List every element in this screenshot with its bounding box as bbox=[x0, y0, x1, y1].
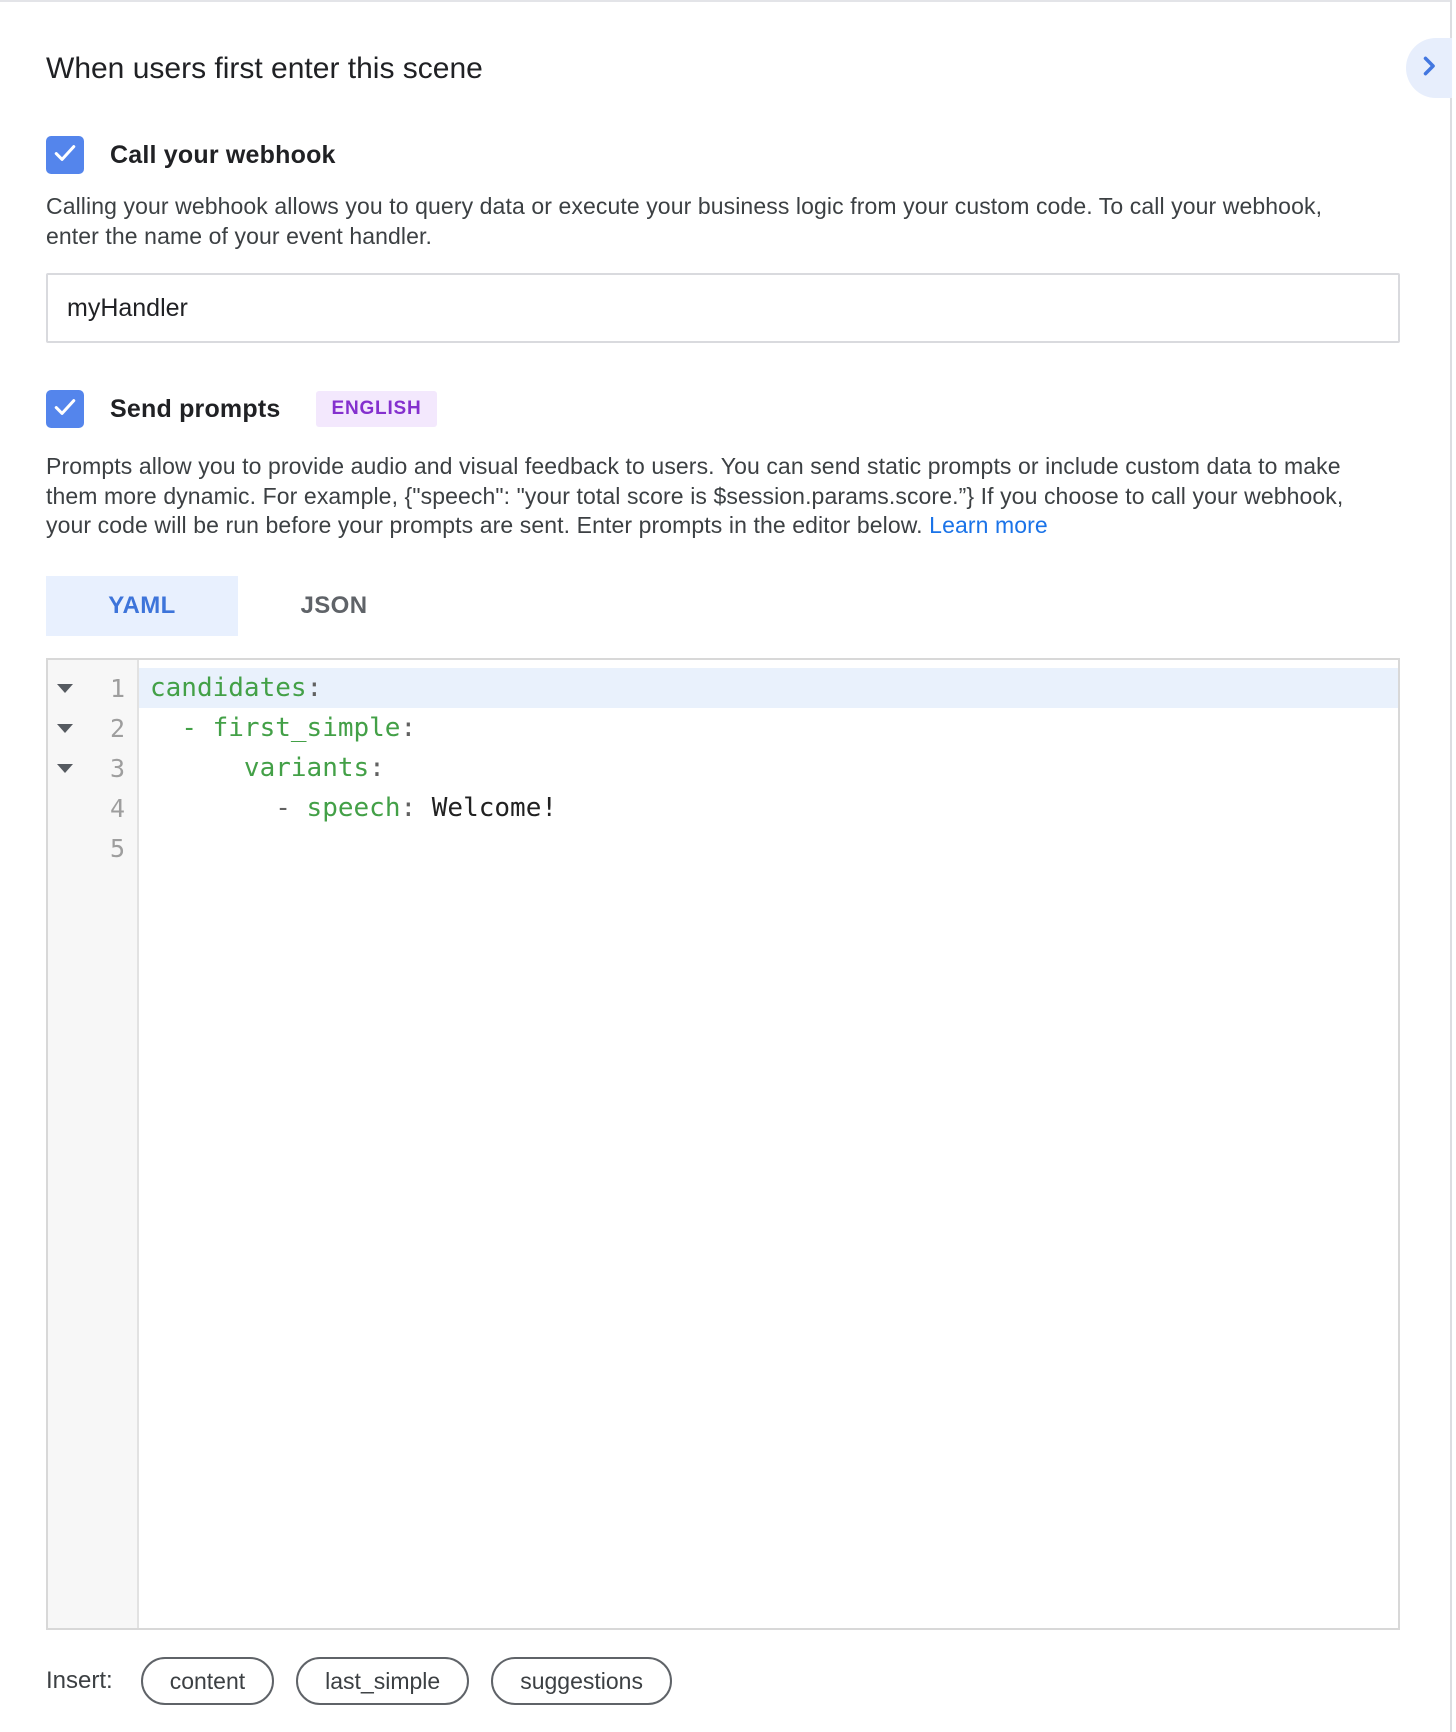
insert-chip-content[interactable]: content bbox=[141, 1657, 274, 1705]
webhook-description-line: enter the name of your event handler. bbox=[46, 222, 433, 249]
check-icon bbox=[51, 139, 79, 172]
code-token-plain bbox=[416, 793, 432, 823]
insert-row bbox=[46, 1656, 694, 1706]
code-token-value: Welcome! bbox=[431, 793, 558, 823]
chevron-right-icon bbox=[1415, 52, 1443, 85]
call-webhook-row bbox=[46, 136, 336, 174]
code-line[interactable] bbox=[139, 708, 1398, 748]
code-line[interactable] bbox=[139, 788, 1398, 828]
send-prompts-row bbox=[46, 390, 437, 428]
webhook-description bbox=[46, 192, 1322, 251]
call-webhook-checkbox[interactable] bbox=[46, 136, 84, 174]
language-badge: ENGLISH bbox=[316, 391, 436, 427]
send-prompts-label: Send prompts bbox=[110, 394, 281, 423]
collapse-panel-button[interactable] bbox=[1406, 38, 1452, 98]
webhook-description-line: Calling your webhook allows you to query data or execute your business logic from your custom code. To call your webhook, bbox=[46, 193, 1323, 219]
code-token-plain bbox=[150, 793, 275, 823]
page-title: When users first enter this scene bbox=[46, 52, 483, 85]
code-token-key: - first_simple bbox=[181, 713, 401, 743]
code-token-punct: : bbox=[400, 793, 417, 823]
code-line[interactable] bbox=[139, 828, 1398, 868]
line-number: 4 bbox=[109, 793, 125, 823]
line-number: 3 bbox=[109, 753, 125, 783]
panel-top-border bbox=[0, 0, 1450, 2]
editor-gutter bbox=[48, 660, 139, 1628]
tab-yaml[interactable]: YAML bbox=[46, 576, 238, 636]
prompts-description bbox=[46, 452, 1343, 541]
prompts-description-line: Prompts allow you to provide audio and visual feedback to users. You can send static prompts or include custom data to make bbox=[46, 453, 1341, 479]
editor-format-tabs bbox=[46, 576, 430, 636]
code-token-key: candidates bbox=[150, 673, 307, 703]
fold-cell bbox=[48, 684, 82, 693]
event-handler-input[interactable] bbox=[46, 273, 1400, 343]
panel-right-border bbox=[1450, 0, 1452, 1732]
code-token-plain bbox=[150, 713, 181, 743]
prompts-description-line: them more dynamic. For example, {"speech": "your total score is $session.params.score.”} If you choose to call your webhook, bbox=[46, 482, 1344, 509]
gutter-row bbox=[48, 668, 137, 708]
insert-chip-suggestions[interactable]: suggestions bbox=[491, 1657, 672, 1705]
learn-more-link[interactable]: Learn more bbox=[929, 512, 1048, 538]
insert-chip-group bbox=[141, 1657, 694, 1705]
insert-label: Insert: bbox=[46, 1667, 113, 1694]
gutter-row bbox=[48, 828, 137, 868]
prompts-description-line: your code will be run before your prompts are sent. Enter prompts in the editor below. Learn more bbox=[46, 512, 1048, 538]
prompt-code-editor[interactable] bbox=[46, 658, 1400, 1630]
line-number: 1 bbox=[109, 673, 125, 703]
line-number: 5 bbox=[109, 833, 125, 863]
fold-cell bbox=[48, 764, 82, 773]
fold-cell bbox=[48, 724, 82, 733]
code-token-key: speech bbox=[306, 793, 401, 823]
fold-toggle-icon[interactable] bbox=[57, 684, 73, 693]
line-number: 2 bbox=[109, 713, 125, 743]
gutter-row bbox=[48, 708, 137, 748]
gutter-row bbox=[48, 748, 137, 788]
code-token-punct: : bbox=[306, 673, 323, 703]
check-icon bbox=[51, 393, 79, 426]
insert-chip-last_simple[interactable]: last_simple bbox=[296, 1657, 469, 1705]
code-line[interactable] bbox=[139, 748, 1398, 788]
call-webhook-label: Call your webhook bbox=[110, 140, 336, 169]
code-token-punct: - bbox=[275, 793, 307, 823]
fold-toggle-icon[interactable] bbox=[57, 724, 73, 733]
send-prompts-checkbox[interactable] bbox=[46, 390, 84, 428]
code-token-plain bbox=[150, 753, 244, 783]
fold-toggle-icon[interactable] bbox=[57, 764, 73, 773]
gutter-row bbox=[48, 788, 137, 828]
editor-code-area[interactable] bbox=[139, 660, 1398, 1628]
code-token-punct: : bbox=[369, 753, 385, 783]
code-token-key: variants bbox=[243, 753, 370, 783]
tab-json[interactable]: JSON bbox=[300, 592, 368, 619]
code-line[interactable] bbox=[139, 668, 1398, 708]
code-token-punct: : bbox=[400, 713, 417, 743]
